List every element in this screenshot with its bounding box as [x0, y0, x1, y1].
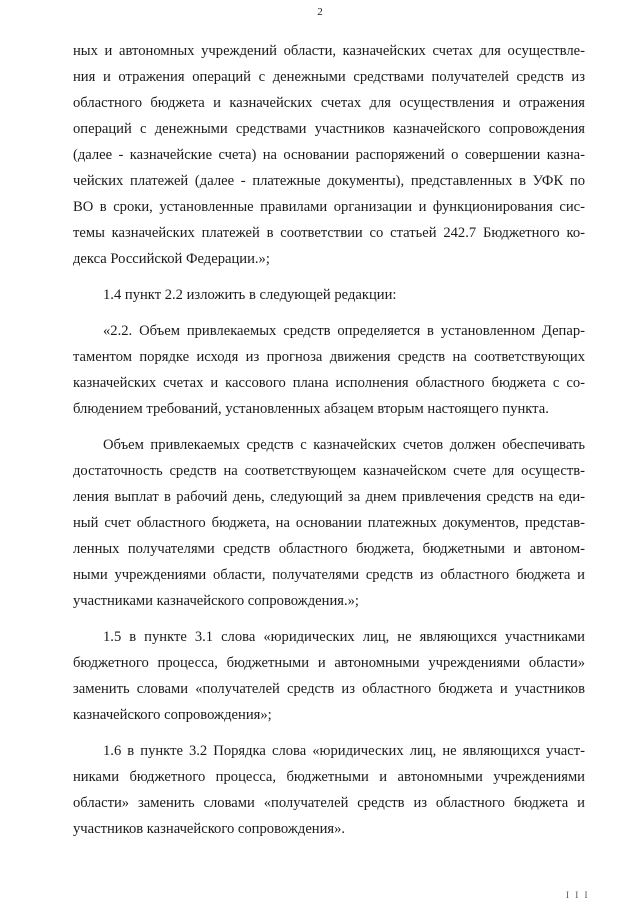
paragraph-continuation — [73, 38, 585, 272]
paragraph-volume — [73, 432, 585, 614]
text-line: казначейских счетах и кассового плана исполнения областного бюджета с со- — [73, 375, 585, 391]
text-line: ными учреждениями области, получателями средств из областного бюджета и — [73, 567, 585, 583]
text-line: казначейского сопровождения»; — [73, 707, 272, 723]
text-line: областного бюджета и казначейских счетах для осуществления и отражения — [73, 95, 585, 111]
page-number: 2 — [317, 6, 323, 18]
text-line: ленных получателями средств областного бюджета, бюджетными и автоном- — [73, 541, 585, 557]
document-body — [73, 38, 585, 842]
text-line: заменить словами «получателей средств из областного бюджета и участников — [73, 681, 585, 697]
paragraph-item-1-4 — [73, 282, 585, 308]
text-line: 1.6 в пункте 3.2 Порядка слова «юридических лиц, не являющихся участ- — [103, 743, 585, 759]
paragraph-item-1-6 — [73, 738, 585, 842]
text-line: декса Российской Федерации.»; — [73, 251, 270, 267]
text-line: Объем привлекаемых средств с казначейских счетов должен обеспечивать — [103, 437, 585, 453]
text-line: никами бюджетного процесса, бюджетными и автономными учреждениями — [73, 769, 585, 785]
text-line: блюдением требований, установленных абзацем вторым настоящего пункта. — [73, 401, 549, 417]
text-line: операций с денежными средствами участников казначейского сопровождения — [73, 121, 585, 137]
paragraph-clause-2-2 — [73, 318, 585, 422]
text-line: достаточность средств на соответствующем казначейском счете для осуществ- — [73, 463, 585, 479]
footer-mark: I I I — [566, 890, 590, 900]
text-line: ния и отражения операций с денежными средствами получателей средств из — [73, 69, 585, 85]
text-line: участников казначейского сопровождения». — [73, 821, 346, 837]
text-line: темы казначейских платежей в соответствии со статьей 242.7 Бюджетного ко- — [73, 225, 585, 241]
paragraph-item-1-5 — [73, 624, 585, 728]
text-line: ных и автономных учреждений области, казначейских счетах для осуществле- — [73, 43, 585, 59]
text-line: области» заменить словами «получателей средств из областного бюджета и — [73, 795, 585, 811]
text-line: «2.2. Объем привлекаемых средств определяется в установленном Депар- — [103, 323, 585, 339]
text-line: бюджетного процесса, бюджетными и автономными учреждениями области» — [73, 655, 585, 671]
text-line: участниками казначейского сопровождения.»; — [73, 593, 359, 609]
text-line: таментом порядке исходя из прогноза движения средств на соответствующих — [73, 349, 585, 365]
text-line: ный счет областного бюджета, на основании платежных документов, представ- — [73, 515, 585, 531]
text-line: 1.4 пункт 2.2 изложить в следующей редакции: — [103, 287, 397, 303]
text-line: чейских платежей (далее - платежные документы), представленных в УФК по — [73, 173, 585, 189]
text-line: (далее - казначейские счета) на основании распоряжений о совершении казна- — [73, 147, 585, 163]
text-line: ВО в сроки, установленные правилами организации и функционирования сис- — [73, 199, 585, 215]
text-line: 1.5 в пункте 3.1 слова «юридических лиц, не являющихся участниками — [103, 629, 585, 645]
text-line: ления выплат в рабочий день, следующий за днем привлечения средств на еди- — [73, 489, 585, 505]
